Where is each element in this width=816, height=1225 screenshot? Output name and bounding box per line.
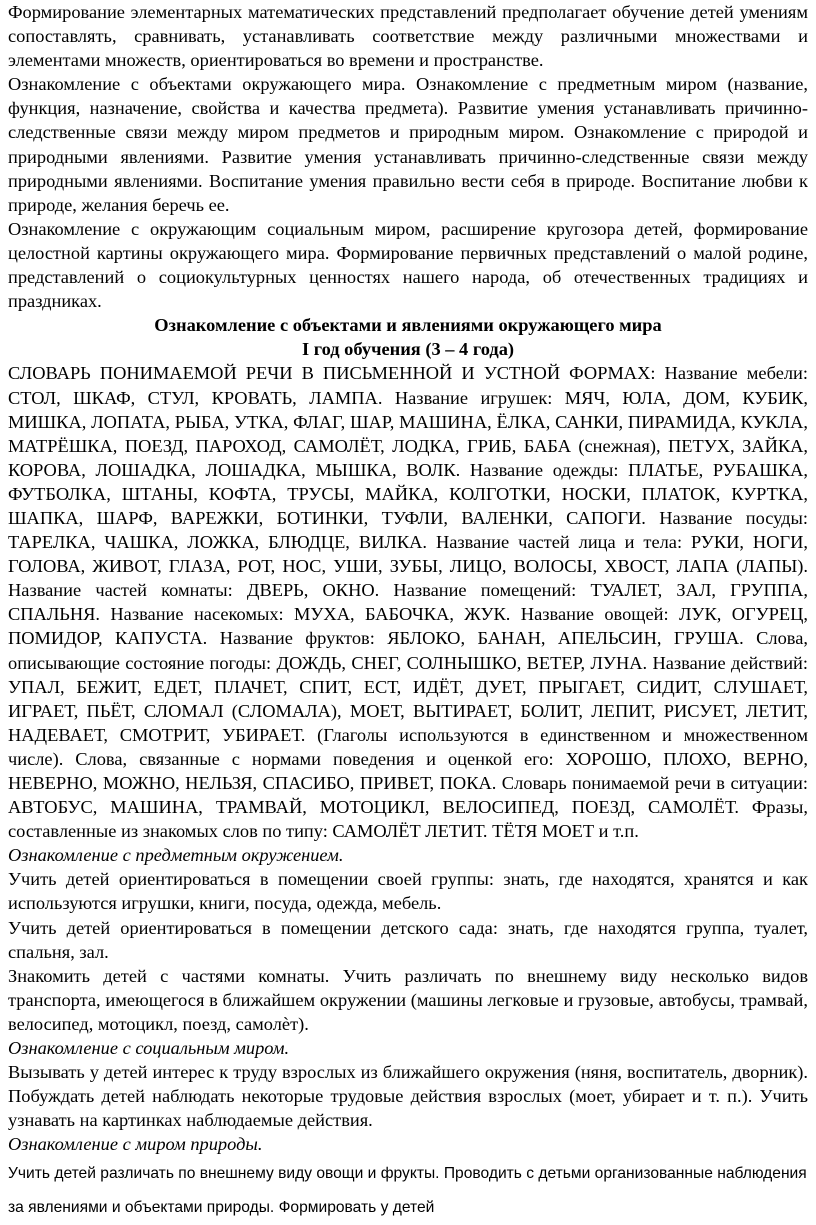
paragraph: Учить детей ориентироваться в помещении детского сада: знать, где находятся группа, туалет, спальня, зал. (8, 917, 808, 962)
section-title: Ознакомление с объектами и явлениями окружающего мира (154, 315, 662, 336)
subsection-heading-nature: Ознакомление с миром природы. (8, 1134, 263, 1155)
vocabulary-paragraph: СЛОВАРЬ ПОНИМАЕМОЙ РЕЧИ В ПИСЬМЕННОЙ И УСТНОЙ ФОРМАХ: Название мебели: СТОЛ, ШКАФ, СТУЛ, КРОВАТЬ, ЛАМПА. Название игрушек: МЯЧ, ЮЛА, ДОМ, КУБИК, МИШКА, ЛОПАТА, РЫБА, УТКА, ФЛАГ, ШАР, МАШИНА, ЁЛКА, САНКИ, ПИРАМИДА, КУКЛА, МАТРЁШКА, ПОЕЗД, ПАРОХОД, САМОЛЁТ, ЛОДКА, ГРИБ, БАБА (снежная), ПЕТУХ, ЗАЙКА, КОРОВА, ЛОШАДКА, ЛОШАДКА, МЫШКА, ВОЛК. Название одежды: ПЛАТЬЕ, РУБАШКА, ФУТБОЛКА, ШТАНЫ, КОФТА, ТРУСЫ, МАЙКА, КОЛГОТКИ, НОСКИ, ПЛАТОК, КУРТКА, ШАПКА, ШАРФ, ВАРЕЖКИ, БОТИНКИ, ТУФЛИ, ВАЛЕНКИ, САПОГИ. Название посуды: ТАРЕЛКА, ЧАШКА, ЛОЖКА, БЛЮДЦЕ, ВИЛКА. Название частей лица и тела: РУКИ, НОГИ, ГОЛОВА, ЖИВОТ, ГЛАЗА, РОТ, НОС, УШИ, ЗУБЫ, ЛИЦО, ВОЛОСЫ, ХВОСТ, ЛАПА (ЛАПЫ). Название частей комнаты: ДВЕРЬ, ОКНО. Название помещений: ТУАЛЕТ, ЗАЛ, ГРУППА, СПАЛЬНЯ. Название насекомых: МУХА, БАБОЧКА, ЖУК. Название овощей: ЛУК, ОГУРЕЦ, ПОМИДОР, КАПУСТА. Название фруктов: ЯБЛОКО, БАНАН, АПЕЛЬСИН, ГРУША. Слова, описывающие состояние погоды: ДОЖДЬ, СНЕГ, СОЛНЫШКО, ВЕТЕР, ЛУНА. Название действий: УПАЛ, БЕЖИТ, ЕДЕТ, ПЛАЧЕТ, СПИТ, ЕСТ, ИДЁТ, ДУЕТ, ПРЫГАЕТ, СИДИТ, СЛУШАЕТ, ИГРАЕТ, ПЬЁТ, СЛОМАЛ (СЛОМАЛА), МОЕТ, ВЫТИРАЕТ, БОЛИТ, ЛЕПИТ, РИСУЕТ, ЛЕТИТ, НАДЕВАЕТ, СМОТРИТ, УБИРАЕТ. (Глаголы используются в единственном и множественном числе). Слова, связанные с нормами поведения и оценкой его: ХОРОШО, ПЛОХО, ВЕРНО, НЕВЕРНО, МОЖНО, НЕЛЬЗЯ, СПАСИБО, ПРИВЕТ, ПОКА. Словарь понимаемой речи в ситуации: АВТОБУС, МАШИНА, ТРАМВАЙ, МОТОЦИКЛ, ВЕЛОСИПЕД, ПОЕЗД, САМОЛЁТ. Фразы, составленные из знакомых слов по типу: САМОЛЁТ ЛЕТИТ. ТЁТЯ МОЕТ и т.п. (8, 363, 808, 842)
paragraph: Учить детей ориентироваться в помещении своей группы: знать, где находятся, хранятся и как используются игрушки, книги, посуда, одежда, мебель. (8, 869, 808, 914)
subsection-heading-social: Ознакомление с социальным миром. (8, 1038, 290, 1059)
paragraph: Ознакомление с объектами окружающего мира. Ознакомление с предметным миром (название, функция, назначение, свойства и качества предмета). Развитие умения устанавливать причинно-следственные связи между миром предметов и природным миром. Ознакомление с природой и природными явлениями. Развитие умения устанавливать причинно-следственные связи между природными явлениями. Воспитание умения правильно вести себя в природе. Воспитание любви к природе, желания беречь ее. (8, 74, 808, 215)
paragraph: Формирование элементарных математических представлений предполагает обучение детей умениям сопоставлять, сравнивать, устанавливать соответствие между различными множествами и элементами множеств, ориентироваться во времени и пространстве. (8, 2, 808, 71)
paragraph: Учить детей различать по внешнему виду овощи и фрукты. Проводить с детьми организованные наблюдения за явлениями и объектами природы. Формировать у детей (8, 1164, 807, 1216)
section-subtitle: I год обучения (3 – 4 года) (301, 339, 515, 360)
subsection-heading-objects: Ознакомление с предметным окружением. (8, 845, 344, 866)
paragraph: Знакомить детей с частями комнаты. Учить различать по внешнему виду несколько видов транспорта, имеющегося в ближайшем окружении (машины легковые и грузовые, автобусы, трамвай, велосипед, мотоцикл, поезд, самолѐт). (8, 965, 808, 1034)
paragraph: Ознакомление с окружающим социальным миром, расширение кругозора детей, формирование целостной картины окружающего мира. Формирование первичных представлений о малой родине, представлений о социокультурных ценностях нашего народа, об отечественных традициях и праздниках. (8, 218, 808, 312)
paragraph: Вызывать у детей интерес к труду взрослых из ближайшего окружения (няня, воспитатель, дворник). Побуждать детей наблюдать некоторые трудовые действия взрослых (моет, убирает и т. п.). Учить узнавать на картинках наблюдаемые действия. (8, 1062, 808, 1131)
